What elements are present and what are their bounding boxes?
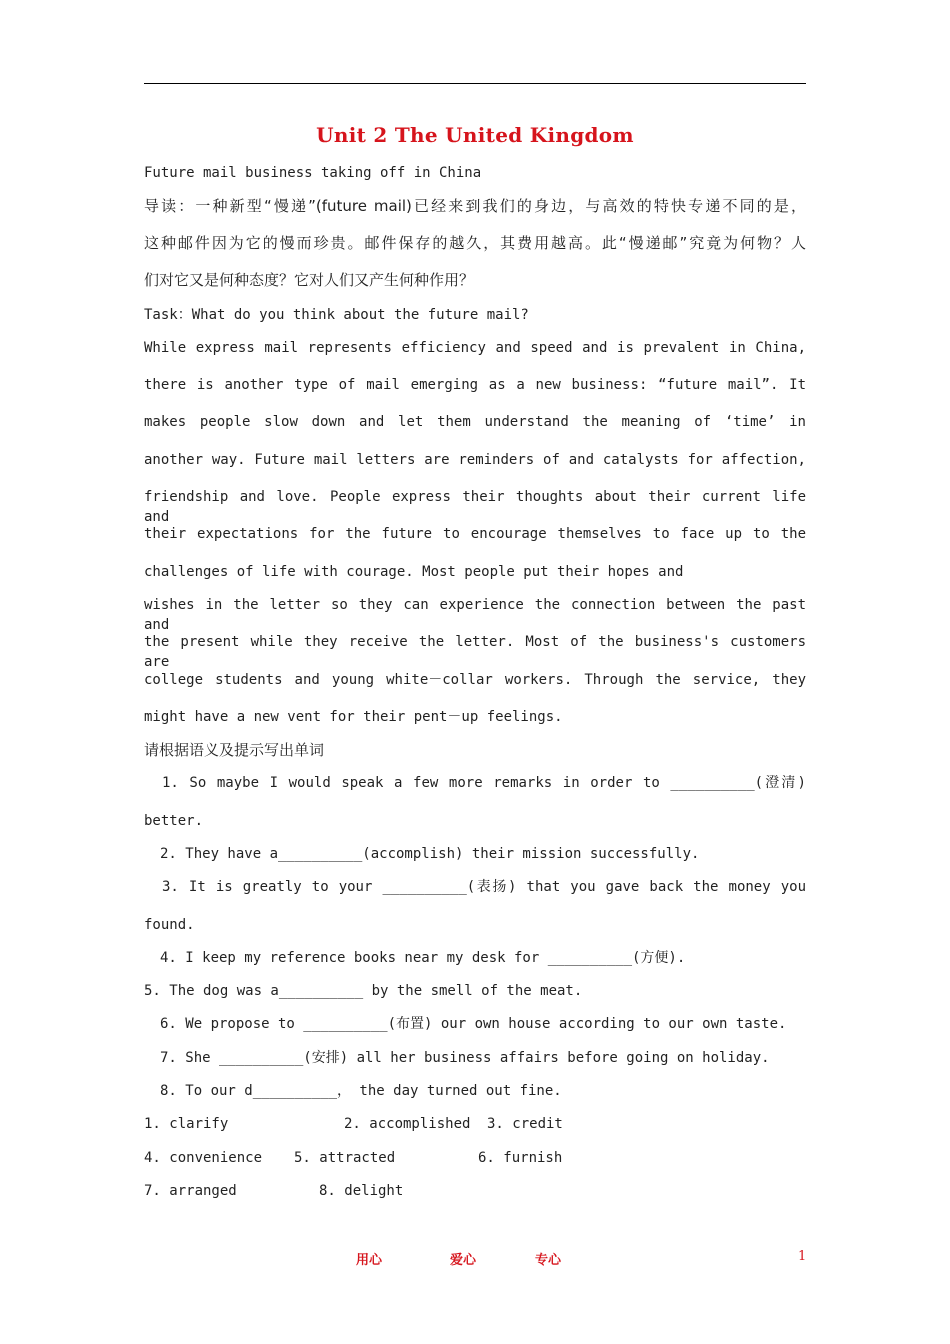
exercise-item: found. bbox=[144, 917, 195, 933]
passage-line: another way. Future mail letters are reminders of and catalysts for affection, bbox=[144, 452, 806, 468]
exercise-heading: 请根据语义及提示写出单词 bbox=[144, 741, 325, 759]
intro-line: 们对它又是何种态度？它对人们又产生何种作用？ bbox=[144, 271, 475, 289]
passage-line: there is another type of mail emerging as a new business: “future mail”. It bbox=[144, 377, 806, 393]
subtitle: Future mail business taking off in China bbox=[144, 165, 482, 181]
passage-line: challenges of life with courage. Most people put their hopes and bbox=[144, 564, 684, 580]
exercise-item: better. bbox=[144, 813, 204, 829]
answer-item: 8. delight bbox=[319, 1183, 404, 1199]
page-number: 1 bbox=[798, 1249, 807, 1264]
footer-word: 用心 bbox=[356, 1253, 383, 1268]
footer-word: 爱心 bbox=[450, 1253, 477, 1268]
passage-line: the present while they receive the letter. Most of the business's customers are bbox=[144, 634, 806, 670]
exercise-item: 2. They have a__________(accomplish) their mission successfully. bbox=[160, 846, 700, 862]
exercise-item: 5. The dog was a__________ by the smell of the meat. bbox=[144, 983, 583, 999]
header-rule bbox=[144, 83, 806, 84]
answer-item: 5. attracted bbox=[294, 1150, 396, 1166]
exercise-item: 4. I keep my reference books near my desk for __________(方便). bbox=[160, 950, 686, 966]
answer-item: 4. convenience bbox=[144, 1150, 263, 1166]
exercise-item: 1. So maybe I would speak a few more remarks in order to __________(澄清) bbox=[162, 775, 806, 791]
footer-word: 专心 bbox=[535, 1253, 562, 1268]
exercise-item: 7. She __________(安排) all her business affairs before going on holiday. bbox=[160, 1050, 770, 1066]
answer-item: 1. clarify bbox=[144, 1116, 229, 1132]
intro-line: 导读：一种新型“慢递”(future mail)已经来到我们的身边，与高效的特快专递不同的是， bbox=[144, 197, 806, 215]
passage-line: college students and young white－collar workers. Through the service, they bbox=[144, 672, 806, 688]
intro-line: 这种邮件因为它的慢而珍贵。邮件保存的越久，其费用越高。此“慢递邮”究竟为何物？人 bbox=[144, 234, 806, 252]
passage-line: their expectations for the future to encourage themselves to face up to the bbox=[144, 526, 806, 542]
passage-line: friendship and love. People express their thoughts about their current life and bbox=[144, 489, 806, 525]
passage-line: While express mail represents efficiency and speed and is prevalent in China, bbox=[144, 340, 806, 356]
passage-line: wishes in the letter so they can experience the connection between the past and bbox=[144, 597, 806, 633]
passage-line: might have a new vent for their pent－up feelings. bbox=[144, 709, 563, 725]
exercise-item: 8. To our d__________， the day turned out fine. bbox=[160, 1083, 562, 1099]
page-title: Unit 2 The United Kingdom bbox=[316, 123, 634, 147]
answer-item: 2. accomplished bbox=[344, 1116, 471, 1132]
answer-item: 3. credit bbox=[487, 1116, 563, 1132]
exercise-item: 3. It is greatly to your __________(表扬) that you gave back the money you bbox=[162, 879, 806, 895]
answer-item: 6. furnish bbox=[478, 1150, 563, 1166]
task-line: Task：What do you think about the future mail? bbox=[144, 307, 529, 323]
exercise-item: 6. We propose to __________(布置) our own house according to our own taste. bbox=[160, 1016, 787, 1032]
answer-item: 7. arranged bbox=[144, 1183, 237, 1199]
passage-line: makes people slow down and let them understand the meaning of ‘time’ in bbox=[144, 414, 806, 430]
